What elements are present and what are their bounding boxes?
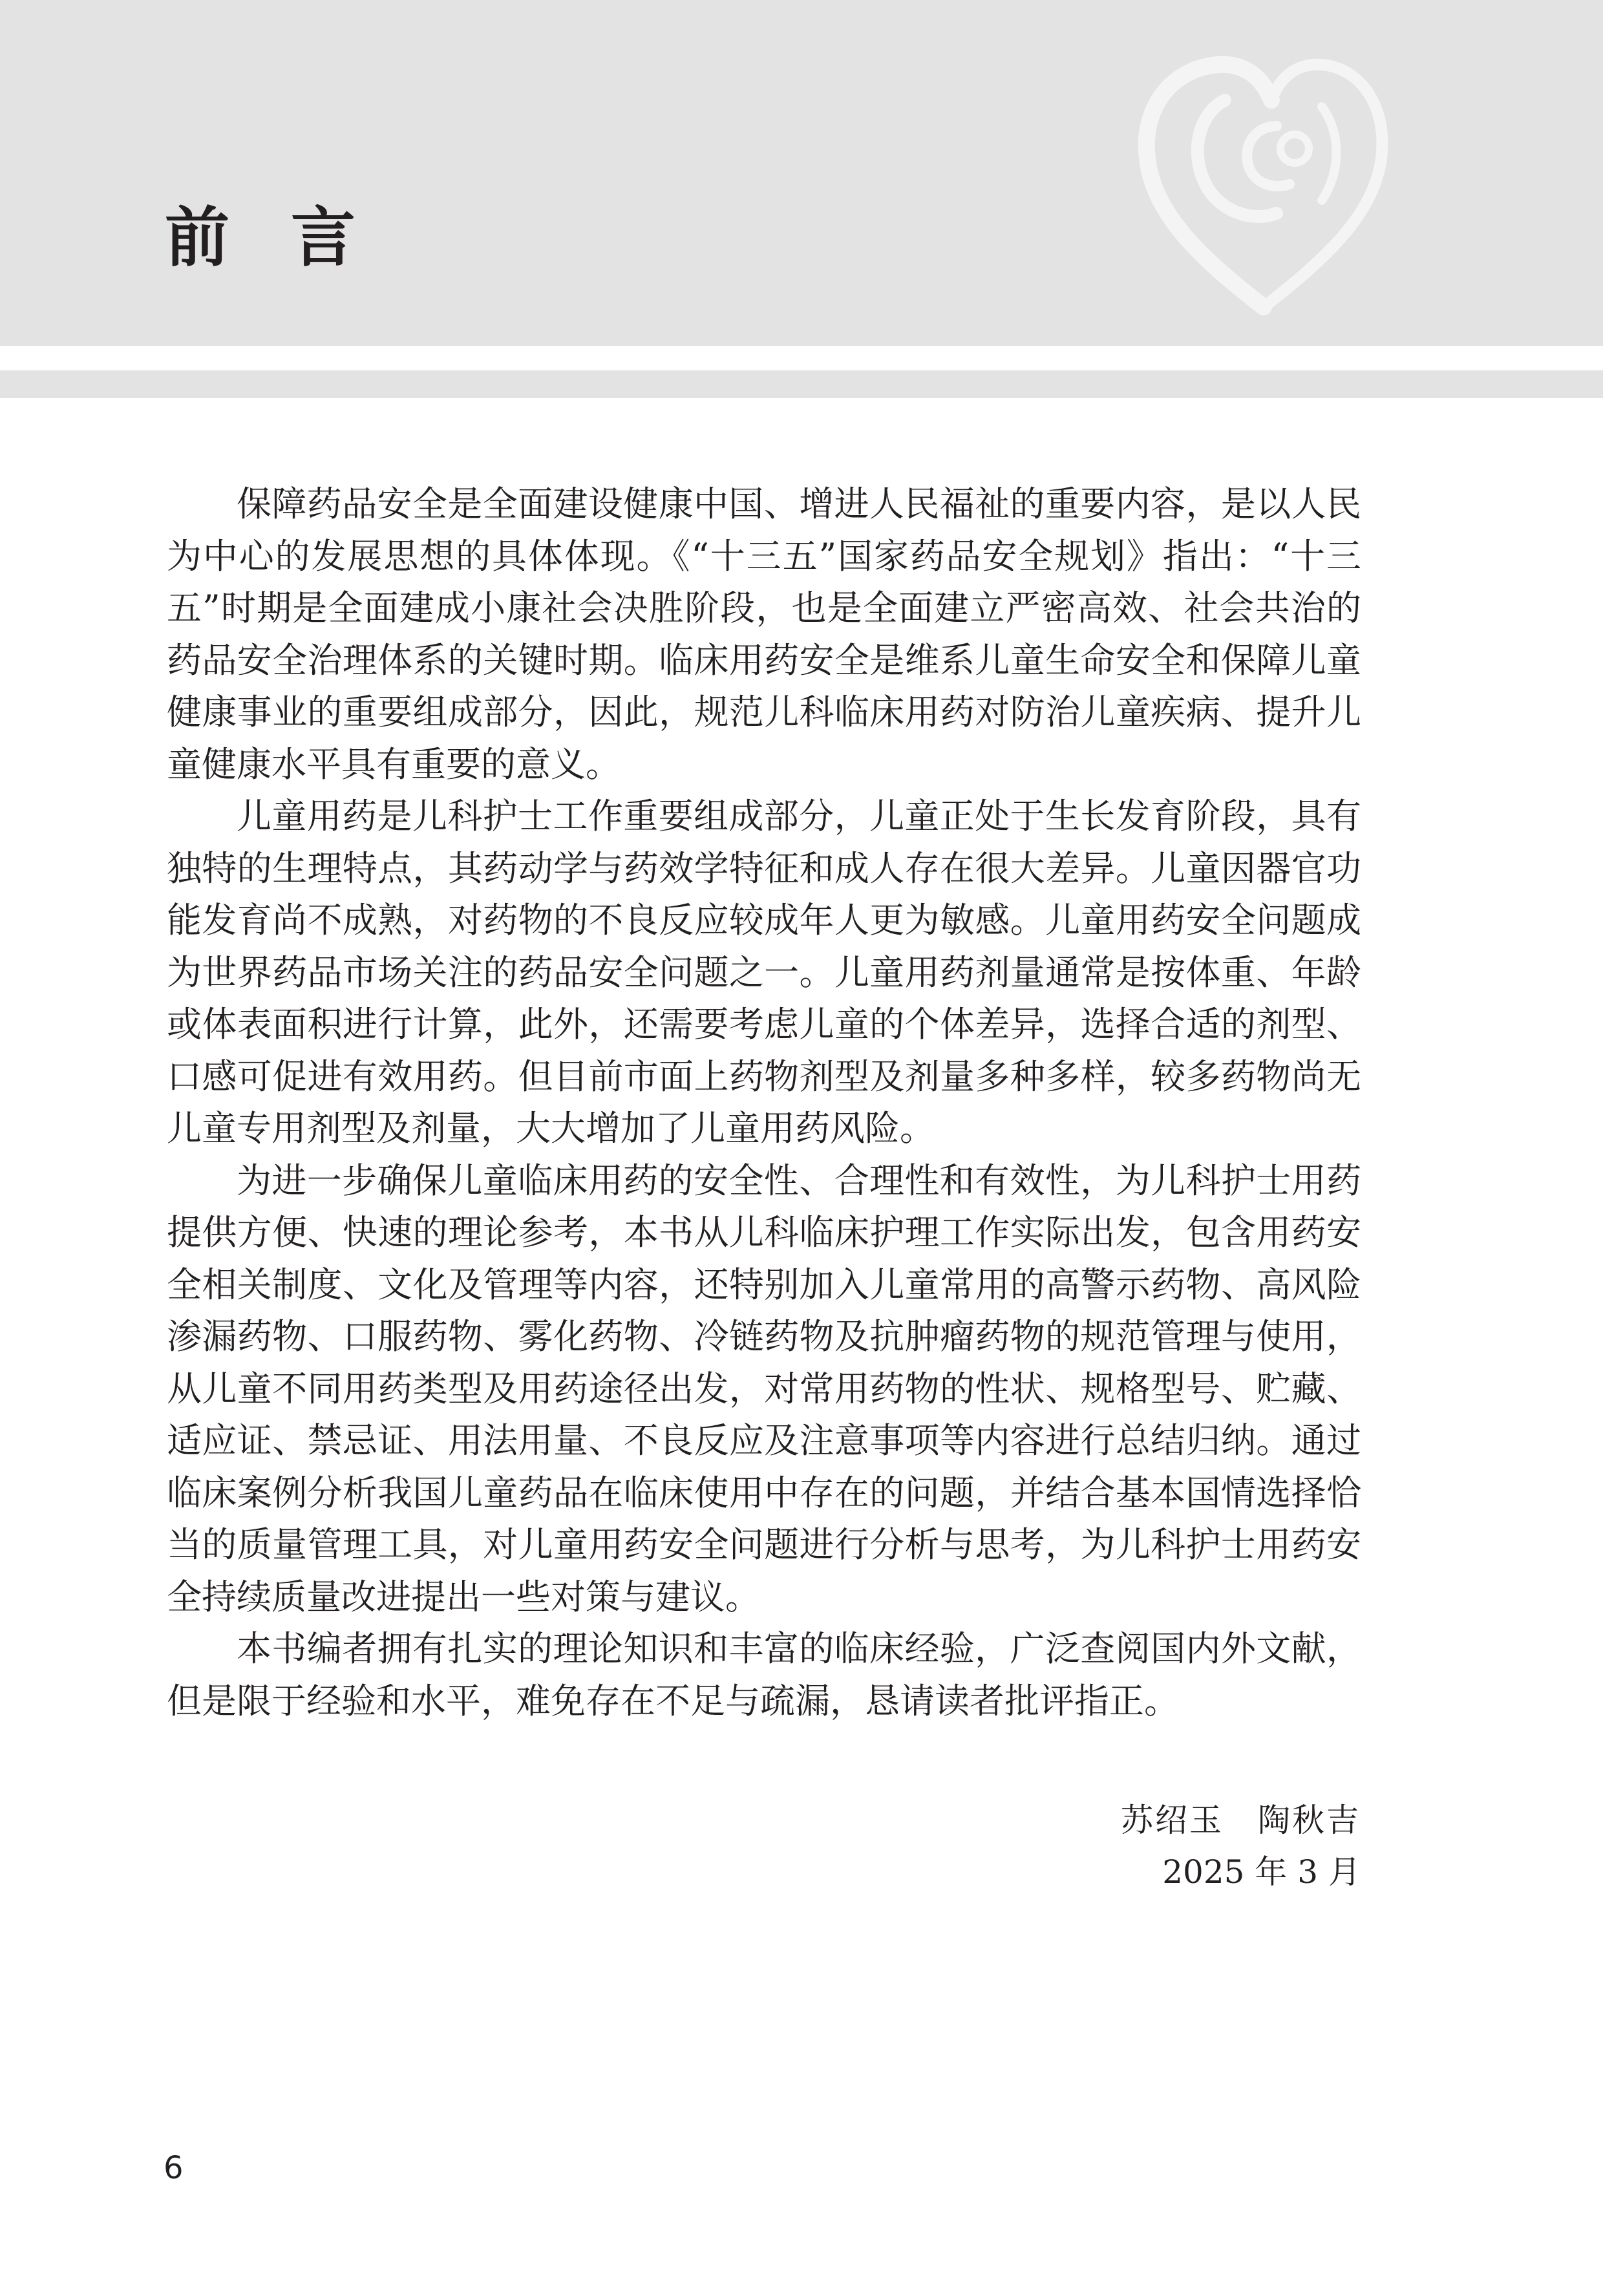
signature-authors: 苏绍玉 陶秋吉 xyxy=(1121,1802,1361,1839)
page-title: 前言 xyxy=(165,200,417,275)
paragraph: 儿童用药是儿科护士工作重要组成部分，儿童正处于生长发育阶段，具有独特的生理特点，其药动学与药效学特征和成人存在很大差异。儿童因器官功能发育尚不成熟，对药物的不良反应较成年人更为敏感。儿童用药安全问题成为世界药品市场关注的药品安全问题之一。儿童用药剂量通常是按体重、年龄或体表面积进行计算，此外，还需要考虑儿童的个体差异，选择合适的剂型、口感可促进有效用药。但目前市面上药物剂型及剂量多种多样，较多药物尚无儿童专用剂型及剂量，大大增加了儿童用药风险。 xyxy=(167,796,1361,1149)
paragraph: 保障药品安全是全面建设健康中国、增进人民福祉的重要内容，是以人民为中心的发展思想的具体体现。《“十三五”国家药品安全规划》指出：“十三五”时期是全面建成小康社会决胜阶段，也是全面建立严密高效、社会共治的药品安全治理体系的关键时期。临床用药安全是维系儿童生命安全和保障儿童健康事业的重要组成部分，因此，规范儿科临床用药对防治儿童疾病、提升儿童健康水平具有重要的意义。 xyxy=(167,484,1361,785)
signature-block xyxy=(1121,1794,1361,1898)
paragraph: 本书编者拥有扎实的理论知识和丰富的临床经验，广泛查阅国内外文献，但是限于经验和水平，难免存在不足与疏漏，恳请读者批评指正。 xyxy=(167,1628,1361,1721)
paragraph: 为进一步确保儿童临床用药的安全性、合理性和有效性，为儿科护士用药提供方便、快速的理论参考，本书从儿科临床护理工作实际出发，包含用药安全相关制度、文化及管理等内容，还特别加入儿童常用的高警示药物、高风险渗漏药物、口服药物、雾化药物、冷链药物及抗肿瘤药物的规范管理与使用，从儿童不同用药类型及用药途径出发，对常用药物的性状、规格型号、贮藏、适应证、禁忌证、用法用量、不良反应及注意事项等内容进行总结归纳。通过临床案例分析我国儿童药品在临床使用中存在的问题，并结合基本国情选择恰当的质量管理工具，对儿童用药安全问题进行分析与思考，为儿科护士用药安全持续质量改进提出一些对策与建议。 xyxy=(167,1160,1361,1617)
preface-body xyxy=(167,478,1361,1727)
page-number: 6 xyxy=(164,2150,184,2186)
header-stripe xyxy=(0,370,1603,398)
signature-date: 2025 年 3 月 xyxy=(1162,1853,1361,1891)
heart-mother-child-logo-icon xyxy=(1128,29,1399,320)
